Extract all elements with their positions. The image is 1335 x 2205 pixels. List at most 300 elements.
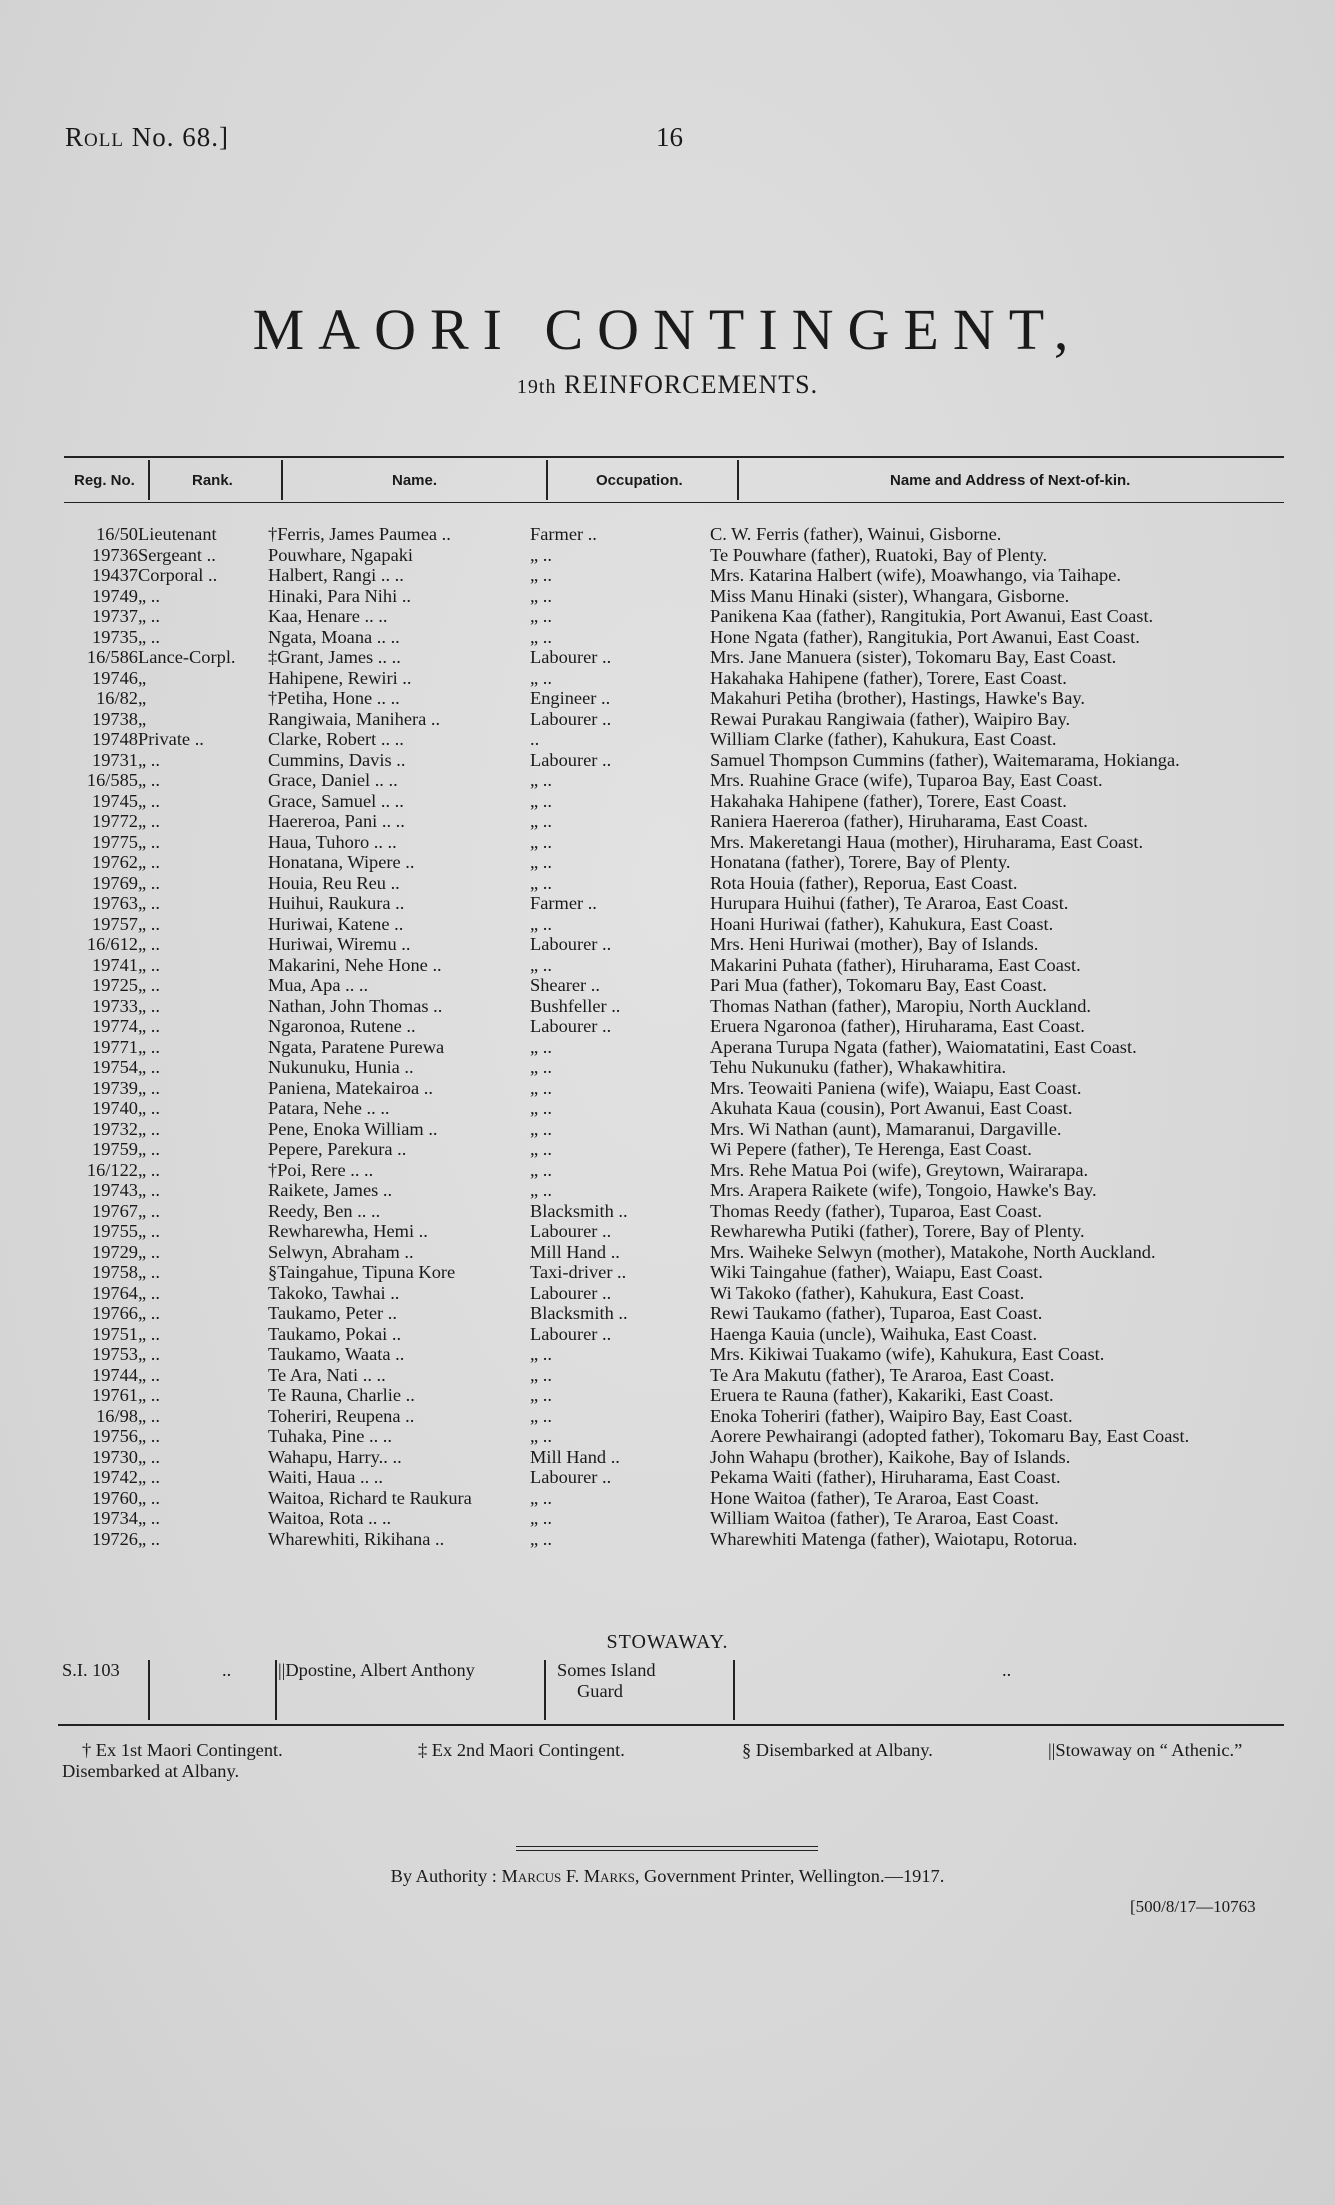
- reg-cell: 19730: [92, 1446, 138, 1467]
- next-of-kin-cell: Makahuri Petiha (brother), Hastings, Hawke's Bay.: [710, 688, 1085, 708]
- name-cell: Wahapu, Harry.. ..: [268, 1446, 402, 1467]
- column-divider: [737, 460, 739, 500]
- rank-cell: „ ..: [138, 1139, 160, 1159]
- table-row: [50, 586, 1255, 607]
- column-divider: [546, 460, 548, 500]
- rank-cell: „ ..: [138, 811, 160, 831]
- reg-cell: 19772: [92, 811, 138, 831]
- subtitle-ordinal: 19th: [516, 376, 557, 398]
- table-row: [50, 1488, 1255, 1509]
- name-cell: Huriwai, Katene ..: [268, 913, 404, 934]
- occupation-cell: „ ..: [530, 585, 552, 606]
- table-row: [50, 832, 1255, 853]
- next-of-kin-cell: Thomas Nathan (father), Maropiu, North Auckland.: [710, 995, 1091, 1016]
- table-header-rule: [64, 502, 1284, 503]
- table-row: [50, 1242, 1255, 1263]
- next-of-kin-cell: Eruera Ngaronoa (father), Hiruharama, East Coast.: [710, 1016, 1085, 1036]
- occupation-cell: Engineer ..: [530, 688, 611, 708]
- table-row: [50, 627, 1255, 648]
- next-of-kin-cell: William Clarke (father), Kahukura, East Coast.: [710, 729, 1057, 749]
- name-cell: Pouwhare, Ngapaki: [268, 544, 414, 565]
- name-cell: Patara, Nehe .. ..: [268, 1098, 390, 1118]
- roll-number: [65, 122, 229, 153]
- reg-cell: 19756: [92, 1426, 138, 1446]
- next-of-kin-cell: Wharewhiti Matenga (father), Waiotapu, Rotorua.: [710, 1528, 1078, 1549]
- reg-cell: 19761: [92, 1385, 138, 1405]
- table-row: [50, 1365, 1255, 1386]
- stowaway-heading: STOWAWAY.: [606, 1631, 729, 1653]
- page-number: 16: [656, 122, 683, 152]
- stowaway-reg: S.I. 103: [62, 1660, 120, 1680]
- next-of-kin-cell: C. W. Ferris (father), Wainui, Gisborne.: [710, 524, 1002, 544]
- rank-cell: „ ..: [138, 831, 160, 852]
- next-of-kin-cell: Mrs. Heni Huriwai (mother), Bay of Islands.: [710, 934, 1039, 954]
- table-row: [50, 647, 1255, 668]
- occupation-cell: Labourer ..: [530, 749, 612, 770]
- reg-cell: 19764: [92, 1282, 138, 1303]
- rank-cell: „ ..: [138, 975, 160, 995]
- table-row: [50, 1180, 1255, 1201]
- footnote-1-line: Disembarked at Albany.: [62, 1761, 240, 1781]
- table-row: [50, 996, 1255, 1017]
- reg-cell: 19769: [92, 872, 138, 893]
- reg-cell: 19742: [92, 1467, 138, 1487]
- next-of-kin-cell: Honatana (father), Torere, Bay of Plenty.: [710, 852, 1011, 872]
- name-cell: ‡Grant, James .. ..: [268, 647, 401, 667]
- reg-cell: 19767: [92, 1200, 138, 1221]
- name-cell: Huriwai, Wiremu ..: [268, 934, 411, 954]
- name-cell: Paniena, Matekairoa ..: [268, 1077, 433, 1098]
- rank-cell: „ ..: [138, 934, 160, 954]
- reg-cell: 19771: [92, 1036, 138, 1057]
- name-cell: Te Ara, Nati .. ..: [268, 1364, 386, 1385]
- column-divider: [148, 1660, 150, 1720]
- occupation-cell: Taxi-driver ..: [530, 1262, 627, 1282]
- occupation-cell: „ ..: [530, 872, 552, 893]
- rank-cell: „ ..: [138, 1426, 160, 1446]
- reg-cell: 19748: [92, 729, 138, 749]
- reg-cell: 19437: [92, 565, 138, 585]
- table-row: [50, 545, 1255, 566]
- rank-cell: „ ..: [138, 1282, 160, 1303]
- reg-cell: 19740: [92, 1098, 138, 1118]
- rank-cell: „ ..: [138, 1528, 160, 1549]
- name-cell: †Petiha, Hone .. ..: [268, 688, 400, 708]
- name-cell: Ngaronoa, Rutene ..: [268, 1016, 416, 1036]
- table-row: [50, 873, 1255, 894]
- rank-cell: „ ..: [138, 1385, 160, 1405]
- name-cell: Hinaki, Para Nihi ..: [268, 585, 412, 606]
- table-row: [50, 1201, 1255, 1222]
- occupation-cell: „ ..: [530, 831, 552, 852]
- occupation-cell: „ ..: [530, 1487, 552, 1508]
- table-row: [50, 1262, 1255, 1283]
- reg-cell: 19763: [92, 893, 138, 913]
- authority-rest: , Government Printer, Wellington.—1917.: [634, 1866, 945, 1886]
- occupation-cell: „ ..: [530, 1159, 552, 1180]
- reg-cell: 19737: [92, 606, 138, 626]
- rank-cell: Lance-Corpl.: [138, 647, 236, 667]
- name-cell: Waitoa, Richard te Raukura: [268, 1487, 472, 1508]
- stowaway-occupation: [557, 1660, 656, 1702]
- reg-cell: 19749: [92, 585, 138, 606]
- rank-cell: „ ..: [138, 585, 160, 606]
- rank-cell: „ ..: [138, 913, 160, 934]
- rank-cell: Sergeant ..: [138, 544, 216, 565]
- next-of-kin-cell: Raniera Haereroa (father), Hiruharama, East Coast.: [710, 811, 1088, 831]
- next-of-kin-cell: Rota Houia (father), Reporua, East Coast.: [710, 872, 1018, 893]
- next-of-kin-cell: Enoka Toheriri (father), Waipiro Bay, East Coast.: [710, 1405, 1073, 1426]
- name-cell: Nukunuku, Hunia ..: [268, 1057, 414, 1077]
- reg-cell: 19744: [92, 1364, 138, 1385]
- next-of-kin-cell: Hurupara Huihui (father), Te Araroa, East Coast.: [710, 893, 1069, 913]
- rank-cell: „ ..: [138, 1057, 160, 1077]
- reg-cell: 16/50: [96, 524, 138, 544]
- occupation-cell: „ ..: [530, 1508, 552, 1528]
- occupation-cell: „ ..: [530, 1344, 552, 1364]
- next-of-kin-cell: Rewai Purakau Rangiwaia (father), Waipiro Bay.: [710, 708, 1071, 729]
- name-cell: Mua, Apa .. ..: [268, 975, 369, 995]
- next-of-kin-cell: Mrs. Arapera Raikete (wife), Tongoio, Hawke's Bay.: [710, 1180, 1097, 1200]
- name-cell: Halbert, Rangi .. ..: [268, 565, 404, 585]
- reg-cell: 16/585: [86, 770, 138, 790]
- reg-cell: 16/612: [86, 934, 138, 954]
- name-cell: §Taingahue, Tipuna Kore: [268, 1262, 456, 1282]
- reg-cell: 19734: [92, 1508, 138, 1528]
- next-of-kin-cell: Panikena Kaa (father), Rangitukia, Port Awanui, East Coast.: [710, 606, 1154, 626]
- table-row: [50, 1303, 1255, 1324]
- occupation-cell: „ ..: [530, 790, 552, 811]
- rank-cell: „ ..: [138, 606, 160, 626]
- occupation-cell: „ ..: [530, 1036, 552, 1057]
- table-row: [50, 934, 1255, 955]
- next-of-kin-cell: Mrs. Teowaiti Paniena (wife), Waiapu, East Coast.: [710, 1077, 1082, 1098]
- name-cell: Grace, Samuel .. ..: [268, 790, 404, 811]
- roll-prefix: Roll: [65, 122, 124, 152]
- rank-cell: „: [138, 708, 147, 729]
- next-of-kin-cell: Te Ara Makutu (father), Te Araroa, East Coast.: [710, 1364, 1055, 1385]
- name-cell: Taukamo, Peter ..: [268, 1303, 397, 1323]
- col-next-of-kin-header: Name and Address of Next-of-kin.: [890, 472, 1131, 489]
- name-cell: †Ferris, James Paumea ..: [268, 524, 451, 544]
- occupation-cell: Blacksmith ..: [530, 1200, 628, 1221]
- next-of-kin-cell: Samuel Thompson Cummins (father), Waitemarama, Hokianga.: [710, 749, 1180, 770]
- rank-cell: „ ..: [138, 995, 160, 1016]
- rank-cell: „ ..: [138, 1446, 160, 1467]
- occupation-cell: Labourer ..: [530, 1282, 612, 1303]
- next-of-kin-cell: Mrs. Jane Manuera (sister), Tokomaru Bay, East Coast.: [710, 647, 1117, 667]
- next-of-kin-cell: Hoani Huriwai (father), Kahukura, East Coast.: [710, 913, 1054, 934]
- rank-cell: „: [138, 667, 147, 688]
- next-of-kin-cell: Wi Pepere (father), Te Herenga, East Coast.: [710, 1139, 1032, 1159]
- name-cell: Hahipene, Rewiri ..: [268, 667, 412, 688]
- roll-table-body: [50, 524, 1255, 1549]
- printer-name: Marcus F. Marks: [501, 1866, 635, 1886]
- next-of-kin-cell: Aorere Pewhairangi (adopted father), Tokomaru Bay, East Coast.: [710, 1426, 1190, 1446]
- table-row: [50, 1160, 1255, 1181]
- column-divider: [148, 460, 150, 500]
- authority-rule: [516, 1846, 818, 1847]
- reg-cell: 19766: [92, 1303, 138, 1323]
- next-of-kin-cell: Hone Waitoa (father), Te Araroa, East Coast.: [710, 1487, 1039, 1508]
- reg-cell: 19729: [92, 1241, 138, 1262]
- name-cell: Ngata, Paratene Purewa: [268, 1036, 445, 1057]
- table-row: [50, 914, 1255, 935]
- col-rank-header: Rank.: [192, 472, 233, 489]
- next-of-kin-cell: Haenga Kauia (uncle), Waihuka, East Coast.: [710, 1323, 1038, 1344]
- roll-label: No. 68.]: [131, 122, 229, 152]
- authority-rule: [516, 1850, 818, 1851]
- stowaway-rank: ..: [222, 1660, 232, 1680]
- next-of-kin-cell: Aperana Turupa Ngata (father), Waiomatatini, East Coast.: [710, 1036, 1137, 1057]
- next-of-kin-cell: Mrs. Waiheke Selwyn (mother), Matakohe, North Auckland.: [710, 1241, 1156, 1262]
- table-row: [50, 811, 1255, 832]
- name-cell: Rangiwaia, Manihera ..: [268, 708, 441, 729]
- table-row: [50, 565, 1255, 586]
- subtitle-text: REINFORCEMENTS.: [563, 370, 819, 399]
- table-row: [50, 709, 1255, 730]
- occupation-cell: Labourer ..: [530, 1221, 612, 1241]
- table-row: [50, 1344, 1255, 1365]
- table-row: [50, 1283, 1255, 1304]
- rank-cell: „ ..: [138, 1364, 160, 1385]
- reg-cell: 16/82: [96, 688, 138, 708]
- reg-cell: 19745: [92, 790, 138, 811]
- occupation-cell: „ ..: [530, 1364, 552, 1385]
- rank-cell: „ ..: [138, 1200, 160, 1221]
- rank-cell: Private ..: [138, 729, 204, 749]
- name-cell: Selwyn, Abraham ..: [268, 1241, 414, 1262]
- table-row: [50, 770, 1255, 791]
- table-row: [50, 1324, 1255, 1345]
- next-of-kin-cell: Wi Takoko (father), Kahukura, East Coast.: [710, 1282, 1025, 1303]
- next-of-kin-cell: Te Pouwhare (father), Ruatoki, Bay of Plenty.: [710, 544, 1048, 565]
- next-of-kin-cell: Hakahaka Hahipene (father), Torere, East Coast.: [710, 790, 1067, 811]
- occupation-cell: „ ..: [530, 1077, 552, 1098]
- reg-cell: 19762: [92, 852, 138, 872]
- table-row: [50, 791, 1255, 812]
- occupation-cell: Labourer ..: [530, 1323, 612, 1344]
- rank-cell: „ ..: [138, 872, 160, 893]
- occupation-cell: „ ..: [530, 852, 552, 872]
- print-code: [500/8/17—10763: [1130, 1897, 1256, 1916]
- name-cell: Makarini, Nehe Hone ..: [268, 954, 442, 975]
- occupation-cell: Mill Hand ..: [530, 1446, 620, 1467]
- rank-cell: „ ..: [138, 1405, 160, 1426]
- footnote-4: ||Stowaway on “ Athenic.”: [1048, 1740, 1243, 1760]
- table-row: [50, 1406, 1255, 1427]
- reg-cell: 19759: [92, 1139, 138, 1159]
- name-cell: Nathan, John Thomas ..: [268, 995, 443, 1016]
- name-cell: Huihui, Raukura ..: [268, 893, 405, 913]
- rank-cell: „ ..: [138, 1487, 160, 1508]
- rank-cell: „ ..: [138, 1159, 160, 1180]
- next-of-kin-cell: Makarini Puhata (father), Hiruharama, East Coast.: [710, 954, 1081, 975]
- reg-cell: 19746: [92, 667, 138, 688]
- reg-cell: 19774: [92, 1016, 138, 1036]
- next-of-kin-cell: Hakahaka Hahipene (father), Torere, East Coast.: [710, 667, 1067, 688]
- reg-cell: 16/98: [96, 1405, 138, 1426]
- table-row: [50, 1508, 1255, 1529]
- rank-cell: „: [138, 688, 147, 708]
- table-row: [50, 606, 1255, 627]
- occupation-cell: Bushfeller ..: [530, 995, 621, 1016]
- rank-cell: „ ..: [138, 1016, 160, 1036]
- table-row: [50, 1447, 1255, 1468]
- reg-cell: 19732: [92, 1118, 138, 1139]
- table-row: [50, 1037, 1255, 1058]
- rank-cell: „ ..: [138, 749, 160, 770]
- name-cell: †Poi, Rere .. ..: [268, 1159, 374, 1180]
- stowaway-occupation-line: Somes Island: [557, 1660, 656, 1680]
- column-divider: [544, 1660, 546, 1720]
- reg-cell: 19753: [92, 1344, 138, 1364]
- stowaway-occupation-line: Guard: [577, 1681, 623, 1701]
- table-row: [50, 1057, 1255, 1078]
- occupation-cell: ..: [530, 729, 540, 749]
- page-title: MAORI CONTINGENT,: [252, 297, 1083, 362]
- reg-cell: 19743: [92, 1180, 138, 1200]
- occupation-cell: „ ..: [530, 954, 552, 975]
- occupation-cell: „ ..: [530, 626, 552, 647]
- rank-cell: „ ..: [138, 1344, 160, 1364]
- reg-cell: 19736: [92, 544, 138, 565]
- column-divider: [275, 1660, 277, 1720]
- reg-cell: 19741: [92, 954, 138, 975]
- occupation-cell: „ ..: [530, 1528, 552, 1549]
- occupation-cell: Labourer ..: [530, 1016, 612, 1036]
- rank-cell: „ ..: [138, 626, 160, 647]
- name-cell: Waiti, Haua .. ..: [268, 1467, 383, 1487]
- next-of-kin-cell: Mrs. Makeretangi Haua (mother), Hiruharama, East Coast.: [710, 831, 1144, 852]
- occupation-cell: „ ..: [530, 606, 552, 626]
- occupation-cell: „ ..: [530, 565, 552, 585]
- occupation-cell: „ ..: [530, 1139, 552, 1159]
- name-cell: Taukamo, Waata ..: [268, 1344, 405, 1364]
- table-row: [50, 1467, 1255, 1488]
- name-cell: Raikete, James ..: [268, 1180, 393, 1200]
- next-of-kin-cell: Mrs. Wi Nathan (aunt), Mamaranui, Dargaville.: [710, 1118, 1062, 1139]
- reg-cell: 16/586: [86, 647, 138, 667]
- reg-cell: 19739: [92, 1077, 138, 1098]
- occupation-cell: Labourer ..: [530, 934, 612, 954]
- table-top-rule: [64, 456, 1284, 458]
- name-cell: Clarke, Robert .. ..: [268, 729, 404, 749]
- next-of-kin-cell: Mrs. Ruahine Grace (wife), Tuparoa Bay, East Coast.: [710, 770, 1103, 790]
- next-of-kin-cell: Pekama Waiti (father), Hiruharama, East Coast.: [710, 1467, 1061, 1487]
- table-row: [50, 1139, 1255, 1160]
- roll-table: [50, 524, 1255, 1549]
- rank-cell: „ ..: [138, 852, 160, 872]
- occupation-cell: Farmer ..: [530, 524, 597, 544]
- next-of-kin-cell: Eruera te Rauna (father), Kakariki, East Coast.: [710, 1385, 1054, 1405]
- occupation-cell: „ ..: [530, 544, 552, 565]
- next-of-kin-cell: John Wahapu (brother), Kaikohe, Bay of Islands.: [710, 1446, 1071, 1467]
- occupation-cell: Farmer ..: [530, 893, 597, 913]
- table-row: [50, 1098, 1255, 1119]
- next-of-kin-cell: Miss Manu Hinaki (sister), Whangara, Gisborne.: [710, 585, 1070, 606]
- rank-cell: Corporal ..: [138, 565, 218, 585]
- footnote-3: § Disembarked at Albany.: [742, 1740, 933, 1760]
- next-of-kin-cell: Pari Mua (father), Tokomaru Bay, East Coast.: [710, 975, 1047, 995]
- next-of-kin-cell: Hone Ngata (father), Rangitukia, Port Awanui, East Coast.: [710, 626, 1140, 647]
- reg-cell: 19760: [92, 1487, 138, 1508]
- reg-cell: 19726: [92, 1528, 138, 1549]
- occupation-cell: „ ..: [530, 1118, 552, 1139]
- rank-cell: „ ..: [138, 893, 160, 913]
- footnote-1: [62, 1740, 283, 1782]
- next-of-kin-cell: Akuhata Kaua (cousin), Port Awanui, East Coast.: [710, 1098, 1073, 1118]
- occupation-cell: Labourer ..: [530, 1467, 612, 1487]
- table-row: [50, 729, 1255, 750]
- occupation-cell: „ ..: [530, 1057, 552, 1077]
- footnote-rule: [58, 1724, 1284, 1726]
- name-cell: Takoko, Tawhai ..: [268, 1282, 400, 1303]
- footnote-2: ‡ Ex 2nd Maori Contingent.: [418, 1740, 625, 1760]
- occupation-cell: „ ..: [530, 1098, 552, 1118]
- name-cell: Taukamo, Pokai ..: [268, 1323, 402, 1344]
- next-of-kin-cell: Mrs. Rehe Matua Poi (wife), Greytown, Wairarapa.: [710, 1159, 1089, 1180]
- table-row: [50, 1119, 1255, 1140]
- column-divider: [733, 1660, 735, 1720]
- rank-cell: „ ..: [138, 1221, 160, 1241]
- next-of-kin-cell: Rewi Taukamo (father), Tuparoa, East Coast.: [710, 1303, 1043, 1323]
- occupation-cell: „ ..: [530, 770, 552, 790]
- reg-cell: 19725: [92, 975, 138, 995]
- name-cell: Te Rauna, Charlie ..: [268, 1385, 415, 1405]
- reg-cell: 19758: [92, 1262, 138, 1282]
- rank-cell: „ ..: [138, 1098, 160, 1118]
- table-row: [50, 750, 1255, 771]
- reg-cell: 19735: [92, 626, 138, 647]
- rank-cell: „ ..: [138, 1077, 160, 1098]
- rank-cell: „ ..: [138, 770, 160, 790]
- occupation-cell: „ ..: [530, 1180, 552, 1200]
- occupation-cell: Labourer ..: [530, 708, 612, 729]
- rank-cell: „ ..: [138, 790, 160, 811]
- next-of-kin-cell: Mrs. Kikiwai Tuakamo (wife), Kahukura, East Coast.: [710, 1344, 1105, 1364]
- col-occupation-header: Occupation.: [596, 472, 683, 489]
- rank-cell: „ ..: [138, 1036, 160, 1057]
- table-row: [50, 1221, 1255, 1242]
- name-cell: Toheriri, Reupena ..: [268, 1405, 415, 1426]
- table-row: [50, 524, 1255, 545]
- reg-cell: 19738: [92, 708, 138, 729]
- occupation-cell: Blacksmith ..: [530, 1303, 628, 1323]
- occupation-cell: „ ..: [530, 1426, 552, 1446]
- rank-cell: „ ..: [138, 1323, 160, 1344]
- name-cell: Cummins, Davis ..: [268, 749, 406, 770]
- page-subtitle: [0, 370, 1335, 400]
- table-row: [50, 1426, 1255, 1447]
- reg-cell: 19755: [92, 1221, 138, 1241]
- occupation-cell: „ ..: [530, 667, 552, 688]
- reg-cell: 16/122: [86, 1159, 138, 1180]
- occupation-cell: „ ..: [530, 811, 552, 831]
- occupation-cell: Labourer ..: [530, 647, 612, 667]
- reg-cell: 19757: [92, 913, 138, 934]
- name-cell: Grace, Daniel .. ..: [268, 770, 398, 790]
- next-of-kin-cell: Wiki Taingahue (father), Waiapu, East Coast.: [710, 1262, 1043, 1282]
- next-of-kin-cell: William Waitoa (father), Te Araroa, East Coast.: [710, 1508, 1059, 1528]
- name-cell: Pepere, Parekura ..: [268, 1139, 407, 1159]
- reg-cell: 19731: [92, 749, 138, 770]
- name-cell: Houia, Reu Reu ..: [268, 872, 400, 893]
- occupation-cell: „ ..: [530, 1385, 552, 1405]
- rank-cell: „ ..: [138, 1467, 160, 1487]
- rank-cell: Lieutenant: [138, 524, 217, 544]
- occupation-cell: „ ..: [530, 1405, 552, 1426]
